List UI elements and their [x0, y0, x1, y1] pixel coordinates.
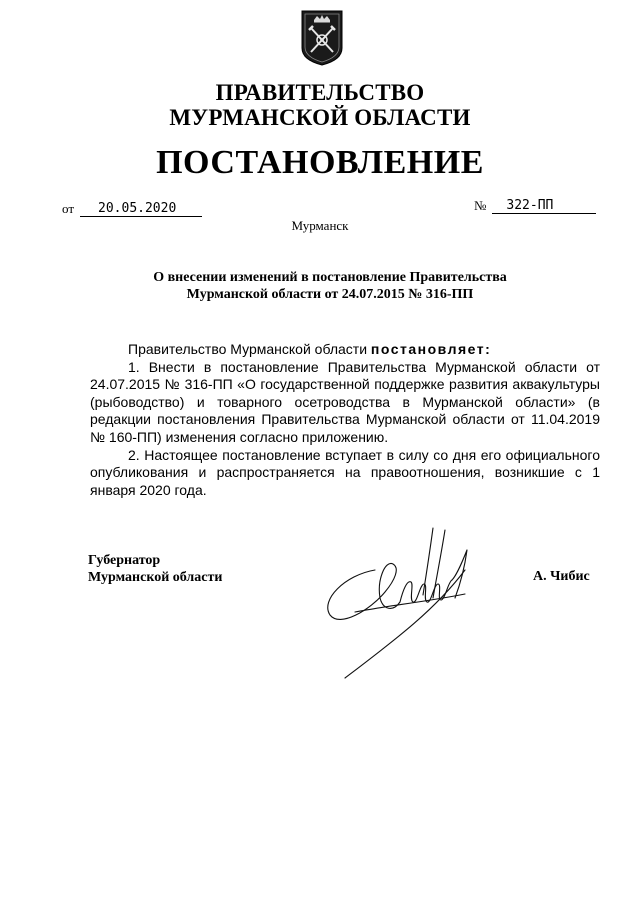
coat-of-arms-icon [301, 10, 343, 66]
government-title-line1: ПРАВИТЕЛЬСТВО [215, 80, 425, 105]
government-title [0, 80, 640, 130]
number-value: 322-ПП [492, 198, 596, 214]
document-body [90, 341, 600, 499]
signature-icon [315, 520, 485, 690]
city: Мурманск [291, 218, 349, 233]
document-type: ПОСТАНОВЛЕНИЕ [156, 144, 484, 181]
number-prefix: № [474, 198, 487, 213]
subject-line1: О внесении изменений в постановление Правительства [153, 270, 507, 285]
signatory-role [88, 552, 222, 586]
signatory-name: А. Чибис [533, 569, 590, 584]
document-subject [130, 269, 530, 303]
signatory-role-line2: Мурманской области [88, 570, 223, 585]
document-date [62, 201, 202, 217]
date-prefix: от [62, 201, 75, 216]
date-value: 20.05.2020 [80, 201, 202, 217]
subject-line2: Мурманской области от 24.07.2015 № 316-ПП [186, 287, 474, 302]
preamble-text: Правительство Мурманской области [128, 341, 371, 357]
government-title-line2: МУРМАНСКОЙ ОБЛАСТИ [169, 105, 471, 130]
signatory-role-line1: Губернатор [88, 553, 161, 568]
document-number [474, 198, 596, 214]
body-item-1: 1. Внести в постановление Правительства Мурманской области от 24.07.2015 № 316-ПП «О государственной поддержке развития аквакультуры (рыбоводство) и товарного осетроводства в Мурманской области» (в редакции постановления Правительства Мурманской области от 11.04.2019 № 160-ПП) изменения согласно приложению. [90, 358, 600, 445]
body-item-2: 2. Настоящее постановление вступает в силу со дня его официального опубликования и распространяется на правоотношения, возникшие с 1 января 2020 года. [90, 446, 600, 498]
preamble-decree-word: постановляет: [370, 341, 492, 357]
preamble [90, 341, 600, 359]
